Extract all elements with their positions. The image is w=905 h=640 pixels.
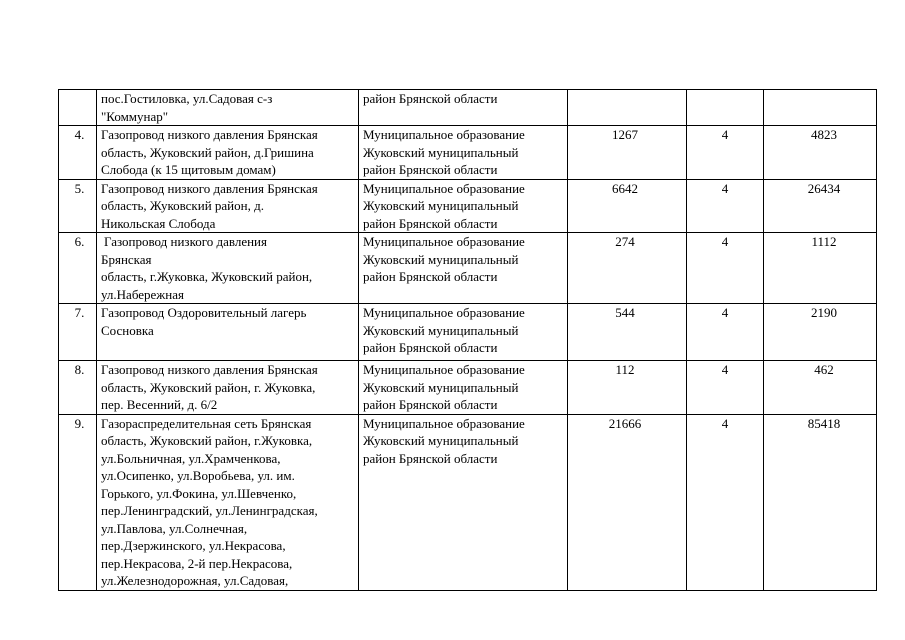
length-cell: 21666 [568,414,687,590]
owner-line: Муниципальное образование [363,305,525,320]
owner-line: район Брянской области [363,215,498,231]
table-row [59,179,877,233]
object-name-line: область, г.Жуковка, Жуковский район, [101,269,313,284]
object-name-line: ул.Железнодорожная, ул.Садовая, [101,573,289,588]
object-name-cell [97,233,359,304]
row-number: 5. [59,179,97,233]
diameter-cell: 4 [687,233,764,304]
object-name-line: Газопровод низкого давления Брянская [101,180,318,196]
object-name-line: Газопровод низкого давления [104,234,267,249]
diameter-cell: 4 [687,414,764,590]
table-row [59,126,877,180]
owner-line: район Брянской области [363,162,498,177]
object-name-line: пер.Ленинградский, ул.Ленинградская, [101,503,318,518]
owner-line: район Брянской области [363,450,498,466]
value-cell [764,90,877,126]
object-name-line: пер.Дзержинского, ул.Некрасова, [101,538,286,553]
object-name-cell [97,126,359,180]
owner-line: Жуковский муниципальный [363,433,519,448]
row-number [59,90,97,126]
owner-line: Жуковский муниципальный [363,322,519,338]
row-number: 8. [59,361,97,415]
owner-line: Жуковский муниципальный [363,251,519,267]
diameter-cell: 4 [687,304,764,361]
object-name-line: Газопровод Оздоровительный лагерь [101,305,307,320]
table-row [59,233,877,304]
object-name-line: ул.Больничная, ул.Храмченкова, [101,450,281,466]
table-row [59,90,877,126]
object-name-cell [97,361,359,415]
object-name-line: пер.Некрасова, 2-й пер.Некрасова, [101,555,293,571]
object-name-line: пос.Гостиловка, ул.Садовая с-з [101,91,273,106]
owner-line: Жуковский муниципальный [363,379,519,395]
diameter-cell: 4 [687,361,764,415]
object-name-line: Сосновка [101,322,154,338]
object-name-line: Газопровод низкого давления Брянская [101,362,318,377]
owner-cell [359,361,568,415]
object-name-cell [97,304,359,361]
object-name-line: "Коммунар" [101,108,169,124]
object-name-cell [97,179,359,233]
object-name-line: область, Жуковский район, г. Жуковка, [101,379,316,395]
object-name-line: пер. Весенний, д. 6/2 [101,397,218,412]
owner-line: Муниципальное образование [363,180,525,196]
owner-line: Муниципальное образование [363,415,525,431]
value-cell: 1112 [764,233,877,304]
length-cell: 274 [568,233,687,304]
value-cell: 462 [764,361,877,415]
length-cell: 112 [568,361,687,415]
owner-line: район Брянской области [363,397,498,412]
diameter-cell: 4 [687,126,764,180]
length-cell: 544 [568,304,687,361]
row-number: 4. [59,126,97,180]
length-cell: 6642 [568,179,687,233]
owner-line: Муниципальное образование [363,127,525,142]
property-table [58,89,877,591]
object-name-line: Слобода (к 15 щитовым домам) [101,162,276,177]
object-name-line: Газораспределительная сеть Брянская [101,415,312,431]
owner-cell [359,126,568,180]
row-number: 7. [59,304,97,361]
owner-line: район Брянской области [363,91,498,106]
owner-cell [359,179,568,233]
owner-cell [359,414,568,590]
row-number: 9. [59,414,97,590]
row-number: 6. [59,233,97,304]
value-cell: 85418 [764,414,877,590]
table-row [59,304,877,361]
table-row [59,361,877,415]
object-name-line: ул.Павлова, ул.Солнечная, [101,520,248,536]
object-name-line: область, Жуковский район, д.Гришина [101,144,314,160]
object-name-cell [97,90,359,126]
object-name-line: Никольская Слобода [101,215,216,231]
owner-line: Муниципальное образование [363,234,525,249]
owner-line: Муниципальное образование [363,362,525,377]
object-name-line: область, Жуковский район, г.Жуковка, [101,433,313,448]
owner-line: район Брянской области [363,340,498,355]
object-name-line: Горького, ул.Фокина, ул.Шевченко, [101,485,297,501]
owner-line: Жуковский муниципальный [363,198,519,213]
object-name-cell [97,414,359,590]
length-cell: 1267 [568,126,687,180]
value-cell: 4823 [764,126,877,180]
value-cell: 26434 [764,179,877,233]
object-name-line: ул.Набережная [101,286,184,302]
object-name-line: ул.Осипенко, ул.Воробьева, ул. им. [101,468,295,483]
owner-line: Жуковский муниципальный [363,144,519,160]
table-row [59,414,877,590]
object-name-line: Брянская [101,251,152,267]
value-cell: 2190 [764,304,877,361]
owner-line: район Брянской области [363,269,498,284]
object-name-line: Газопровод низкого давления Брянская [101,127,318,142]
owner-cell [359,304,568,361]
length-cell [568,90,687,126]
object-name-line: область, Жуковский район, д. [101,198,264,213]
diameter-cell [687,90,764,126]
owner-cell [359,233,568,304]
owner-cell [359,90,568,126]
diameter-cell: 4 [687,179,764,233]
